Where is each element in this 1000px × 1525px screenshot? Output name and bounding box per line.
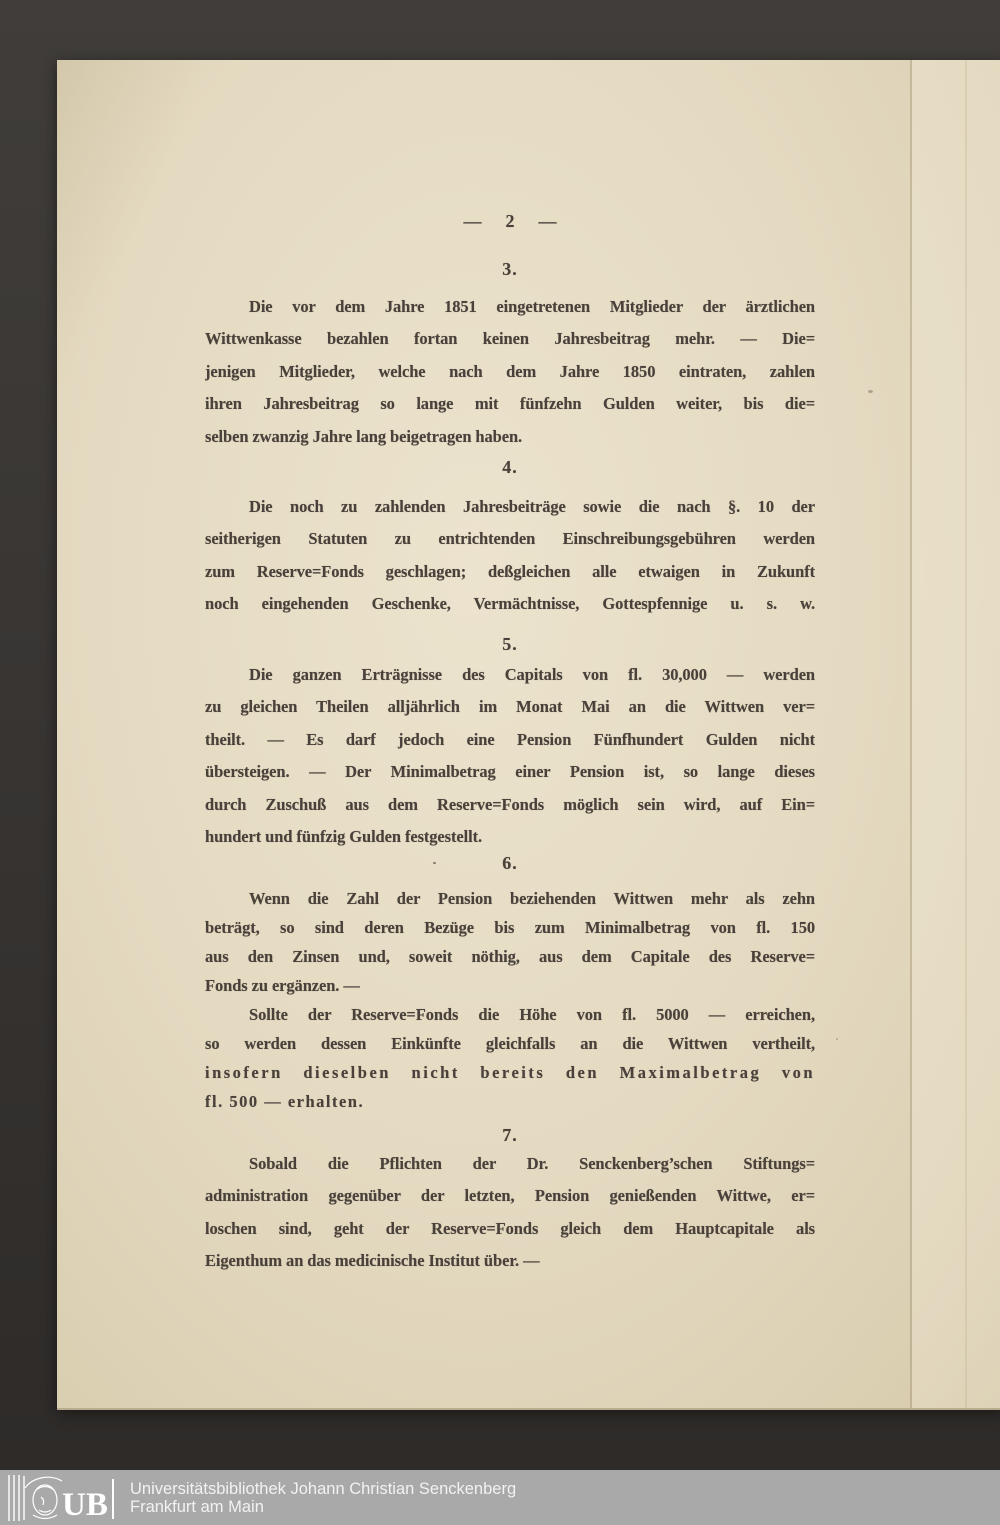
text-line: Eigenthum an das medicinische Institut über. —: [205, 1251, 540, 1271]
text-line: insofern dieselben nicht bereits den Maximalbetrag von: [205, 1063, 815, 1082]
text-line: Wenn die Zahl der Pension beziehenden Wittwen mehr als zehn: [249, 889, 815, 908]
text-line: aus den Zinsen und, soweit nöthig, aus dem Capitale des Reserve=: [205, 947, 815, 966]
book-spines-icon: [9, 1475, 24, 1521]
text-line: Sobald die Pflichten der Dr. Senckenberg’schen Stiftungs=: [249, 1154, 815, 1173]
text-line: selben zwanzig Jahre lang beigetragen haben.: [205, 426, 523, 446]
ub-logo-text: UB: [62, 1486, 108, 1523]
library-footer-bar: [0, 1470, 1000, 1525]
ub-logo: [6, 1473, 118, 1523]
section-3-paragraph: [205, 291, 815, 453]
section-5-paragraph: [205, 659, 815, 853]
text-line: beträgt, so sind deren Bezüge bis zum Minimalbetrag von fl. 150: [205, 918, 815, 937]
library-name: [130, 1480, 516, 1516]
text-line: hundert und fünfzig Gulden festgestellt.: [205, 826, 482, 846]
text-line: Die vor dem Jahre 1851 eingetretenen Mitglieder der ärztlichen: [249, 297, 815, 316]
header-dash-left: —: [463, 211, 482, 231]
section-4-number: 4.: [502, 457, 518, 477]
text-line: ihren Jahresbeitrag so lange mit fünfzehn Gulden weiter, bis die=: [205, 394, 815, 414]
section-7-number: 7.: [502, 1125, 518, 1145]
page-number-header: [205, 208, 815, 234]
text-line: Sollte der Reserve=Fonds die Höhe von fl. 5000 — erreichen,: [249, 1005, 815, 1024]
paper-crease: [965, 60, 967, 1408]
library-name-line2: Frankfurt am Main: [130, 1497, 264, 1516]
goethe-portrait-icon: [25, 1477, 62, 1518]
text-line: Wittwenkasse bezahlen fortan keinen Jahresbeitrag mehr. — Die=: [205, 329, 815, 349]
text-line: Die ganzen Erträgnisse des Capitals von fl. 30,000 — werden: [249, 665, 815, 684]
text-line: zum Reserve=Fonds geschlagen; deßgleichen alle etwaigen in Zukunft: [205, 561, 815, 581]
text-line: so werden dessen Einkünfte gleichfalls an die Wittwen vertheilt,: [205, 1034, 815, 1053]
library-name-line1: Universitätsbibliothek Johann Christian Senckenberg: [130, 1479, 517, 1498]
section-5-number: 5.: [502, 634, 518, 654]
dust-speck: [868, 390, 873, 393]
dust-speck: [836, 1038, 838, 1040]
section-3-number: 3.: [502, 259, 518, 279]
page-number: 2: [505, 211, 515, 231]
text-line: zu gleichen Theilen alljährlich im Monat Mai an die Wittwen ver=: [205, 697, 815, 717]
text-line: Die noch zu zahlenden Jahresbeiträge sowie die nach §. 10 der: [249, 497, 815, 516]
scanned-page: [57, 60, 1000, 1410]
page-edge-highlight: [912, 60, 1000, 1408]
text-line: administration gegenüber der letzten, Pension genießenden Wittwe, er=: [205, 1186, 815, 1206]
text-line: fl. 500 — erhalten.: [205, 1092, 365, 1111]
text-line: Fonds zu ergänzen. —: [205, 976, 360, 995]
text-line: durch Zuschuß aus dem Reserve=Fonds möglich sein wird, auf Ein=: [205, 794, 815, 814]
text-line: seitherigen Statuten zu entrichtenden Einschreibungsgebühren werden: [205, 529, 815, 549]
text-line: noch eingehenden Geschenke, Vermächtnisse, Gottespfennige u. s. w.: [205, 594, 815, 614]
text-line: loschen sind, geht der Reserve=Fonds gleich dem Hauptcapitale als: [205, 1218, 815, 1238]
paper-crease: [910, 60, 912, 1408]
header-dash-right: —: [538, 211, 557, 231]
section-6-number: 6.: [502, 853, 518, 873]
section-6-paragraph: [205, 884, 815, 1116]
section-7-paragraph: [205, 1148, 815, 1278]
text-line: jenigen Mitglieder, welche nach dem Jahre 1850 eintraten, zahlen: [205, 361, 815, 381]
section-4-paragraph: [205, 491, 815, 621]
text-line: theilt. — Es darf jedoch eine Pension Fünfhundert Gulden nicht: [205, 729, 815, 749]
text-line: übersteigen. — Der Minimalbetrag einer Pension ist, so lange dieses: [205, 762, 815, 782]
